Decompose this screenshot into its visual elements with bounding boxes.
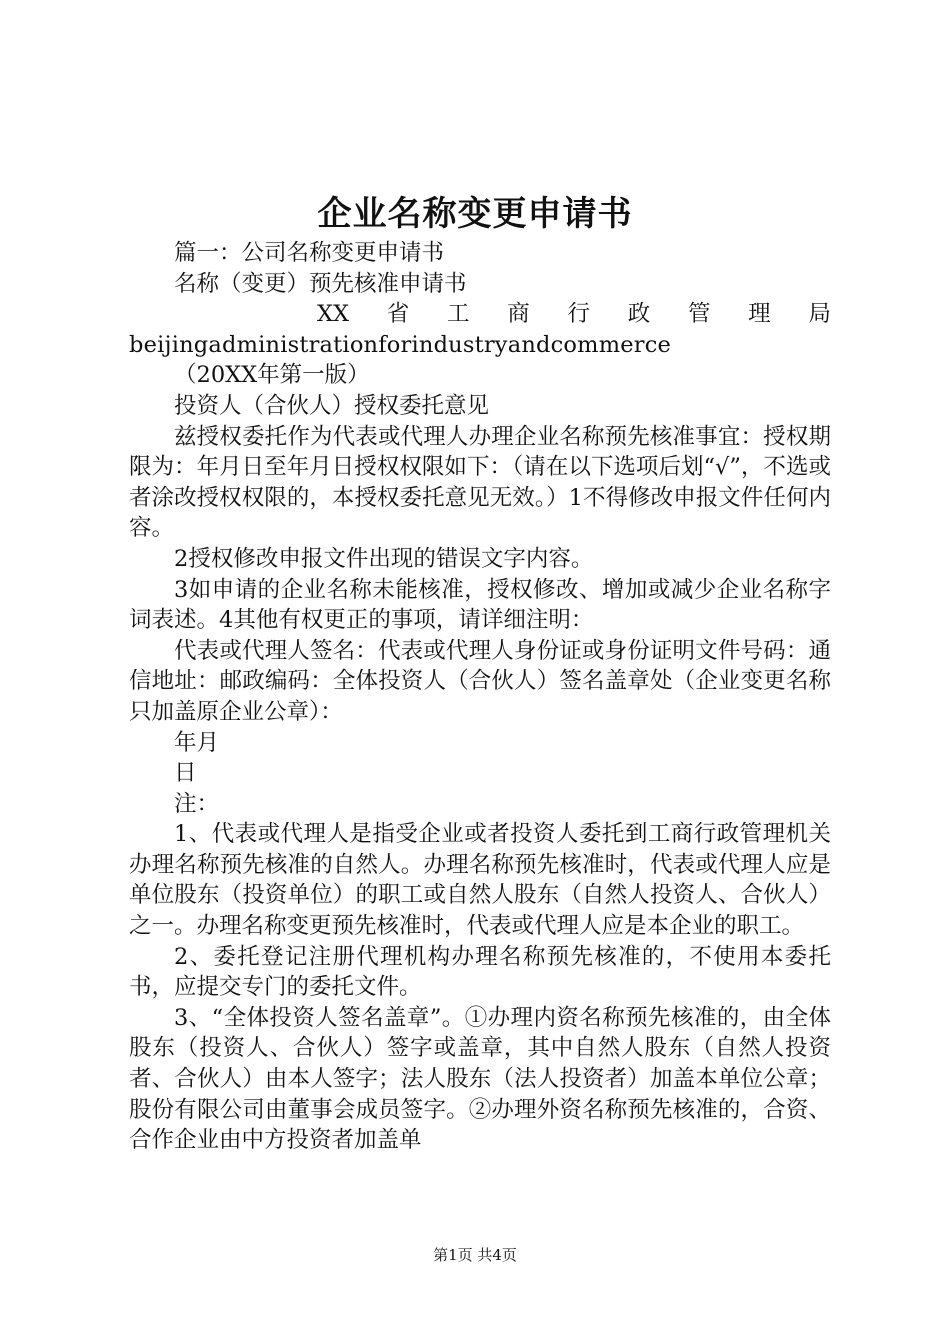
document-title: 企业名称变更申请书: [317, 194, 633, 234]
date-year-month: 年月: [174, 729, 220, 756]
date-day: 日: [174, 760, 197, 787]
edition: （20XX年第一版）: [174, 362, 370, 389]
authorization-heading: 投资人（合伙人）授权委托意见: [174, 392, 490, 419]
agency-char: 商: [507, 301, 530, 328]
paragraph: 3如申请的企业名称未能核准，授权修改、增加或减少企业名称字词表述。4其他有权更正的事项，请详细注明：: [129, 576, 831, 634]
part-heading: 篇一：公司名称变更申请书: [174, 240, 445, 266]
agency-char: 管: [687, 301, 711, 328]
agency-name: [129, 299, 831, 330]
note-heading: 注：: [174, 790, 220, 817]
document-body: [129, 238, 831, 1156]
agency-char: 行: [567, 301, 590, 328]
note-item: 3、“全体投资人签名盖章”。①办理内资名称预先核准的，由全体股东（投资人、合伙人）签字或盖章，其中自然人股东（自然人投资者、合伙人）由本人签字；法人股东（法人投资者）加盖本单位公章；股份有限公司由董事会成员签字。②办理外资名称预先核准的，合资、合作企业由中方投资者加盖单: [129, 1004, 831, 1154]
paragraph: 兹授权委托作为代表或代理人办理企业名称预先核准事宜：授权期限为：年月日至年月日授权权限如下：（请在以下选项后划“√”，不选或者涂改授权权限的，本授权委托意见无效。）1不得修改申报文件任何内容。: [129, 423, 831, 542]
agency-char: 理: [748, 301, 771, 328]
paragraph: 代表或代理人签名：代表或代理人身份证或身份证明文件号码：通信地址：邮政编码：全体投资人（合伙人）签名盖章处（企业变更名称只加盖原企业公章）：: [129, 637, 831, 725]
note-item: 2、委托登记注册代理机构办理名称预先核准的，不使用本委托书，应提交专门的委托文件。: [129, 943, 831, 1001]
page-footer: 第1页 共4页: [433, 1246, 517, 1264]
agency-char: 工: [447, 301, 470, 328]
paragraph: 2授权修改申报文件出现的错误文字内容。: [174, 545, 594, 572]
agency-char: XX: [317, 301, 350, 328]
agency-char: 政: [627, 301, 651, 328]
agency-char: 局: [808, 301, 831, 328]
agency-english: beijingadministrationforindustryandcommerce: [129, 331, 672, 358]
note-item: 1、代表或代理人是指受企业或者投资人委托到工商行政管理机关办理名称预先核准的自然人。办理名称预先核准时，代表或代理人应是单位股东（投资单位）的职工或自然人股东（自然人投资人、合伙人）之一。办理名称变更预先核准时，代表或代理人应是本企业的职工。: [129, 821, 831, 940]
agency-char: 省: [386, 301, 410, 328]
form-title: 名称（变更）预先核准申请书: [174, 270, 467, 297]
